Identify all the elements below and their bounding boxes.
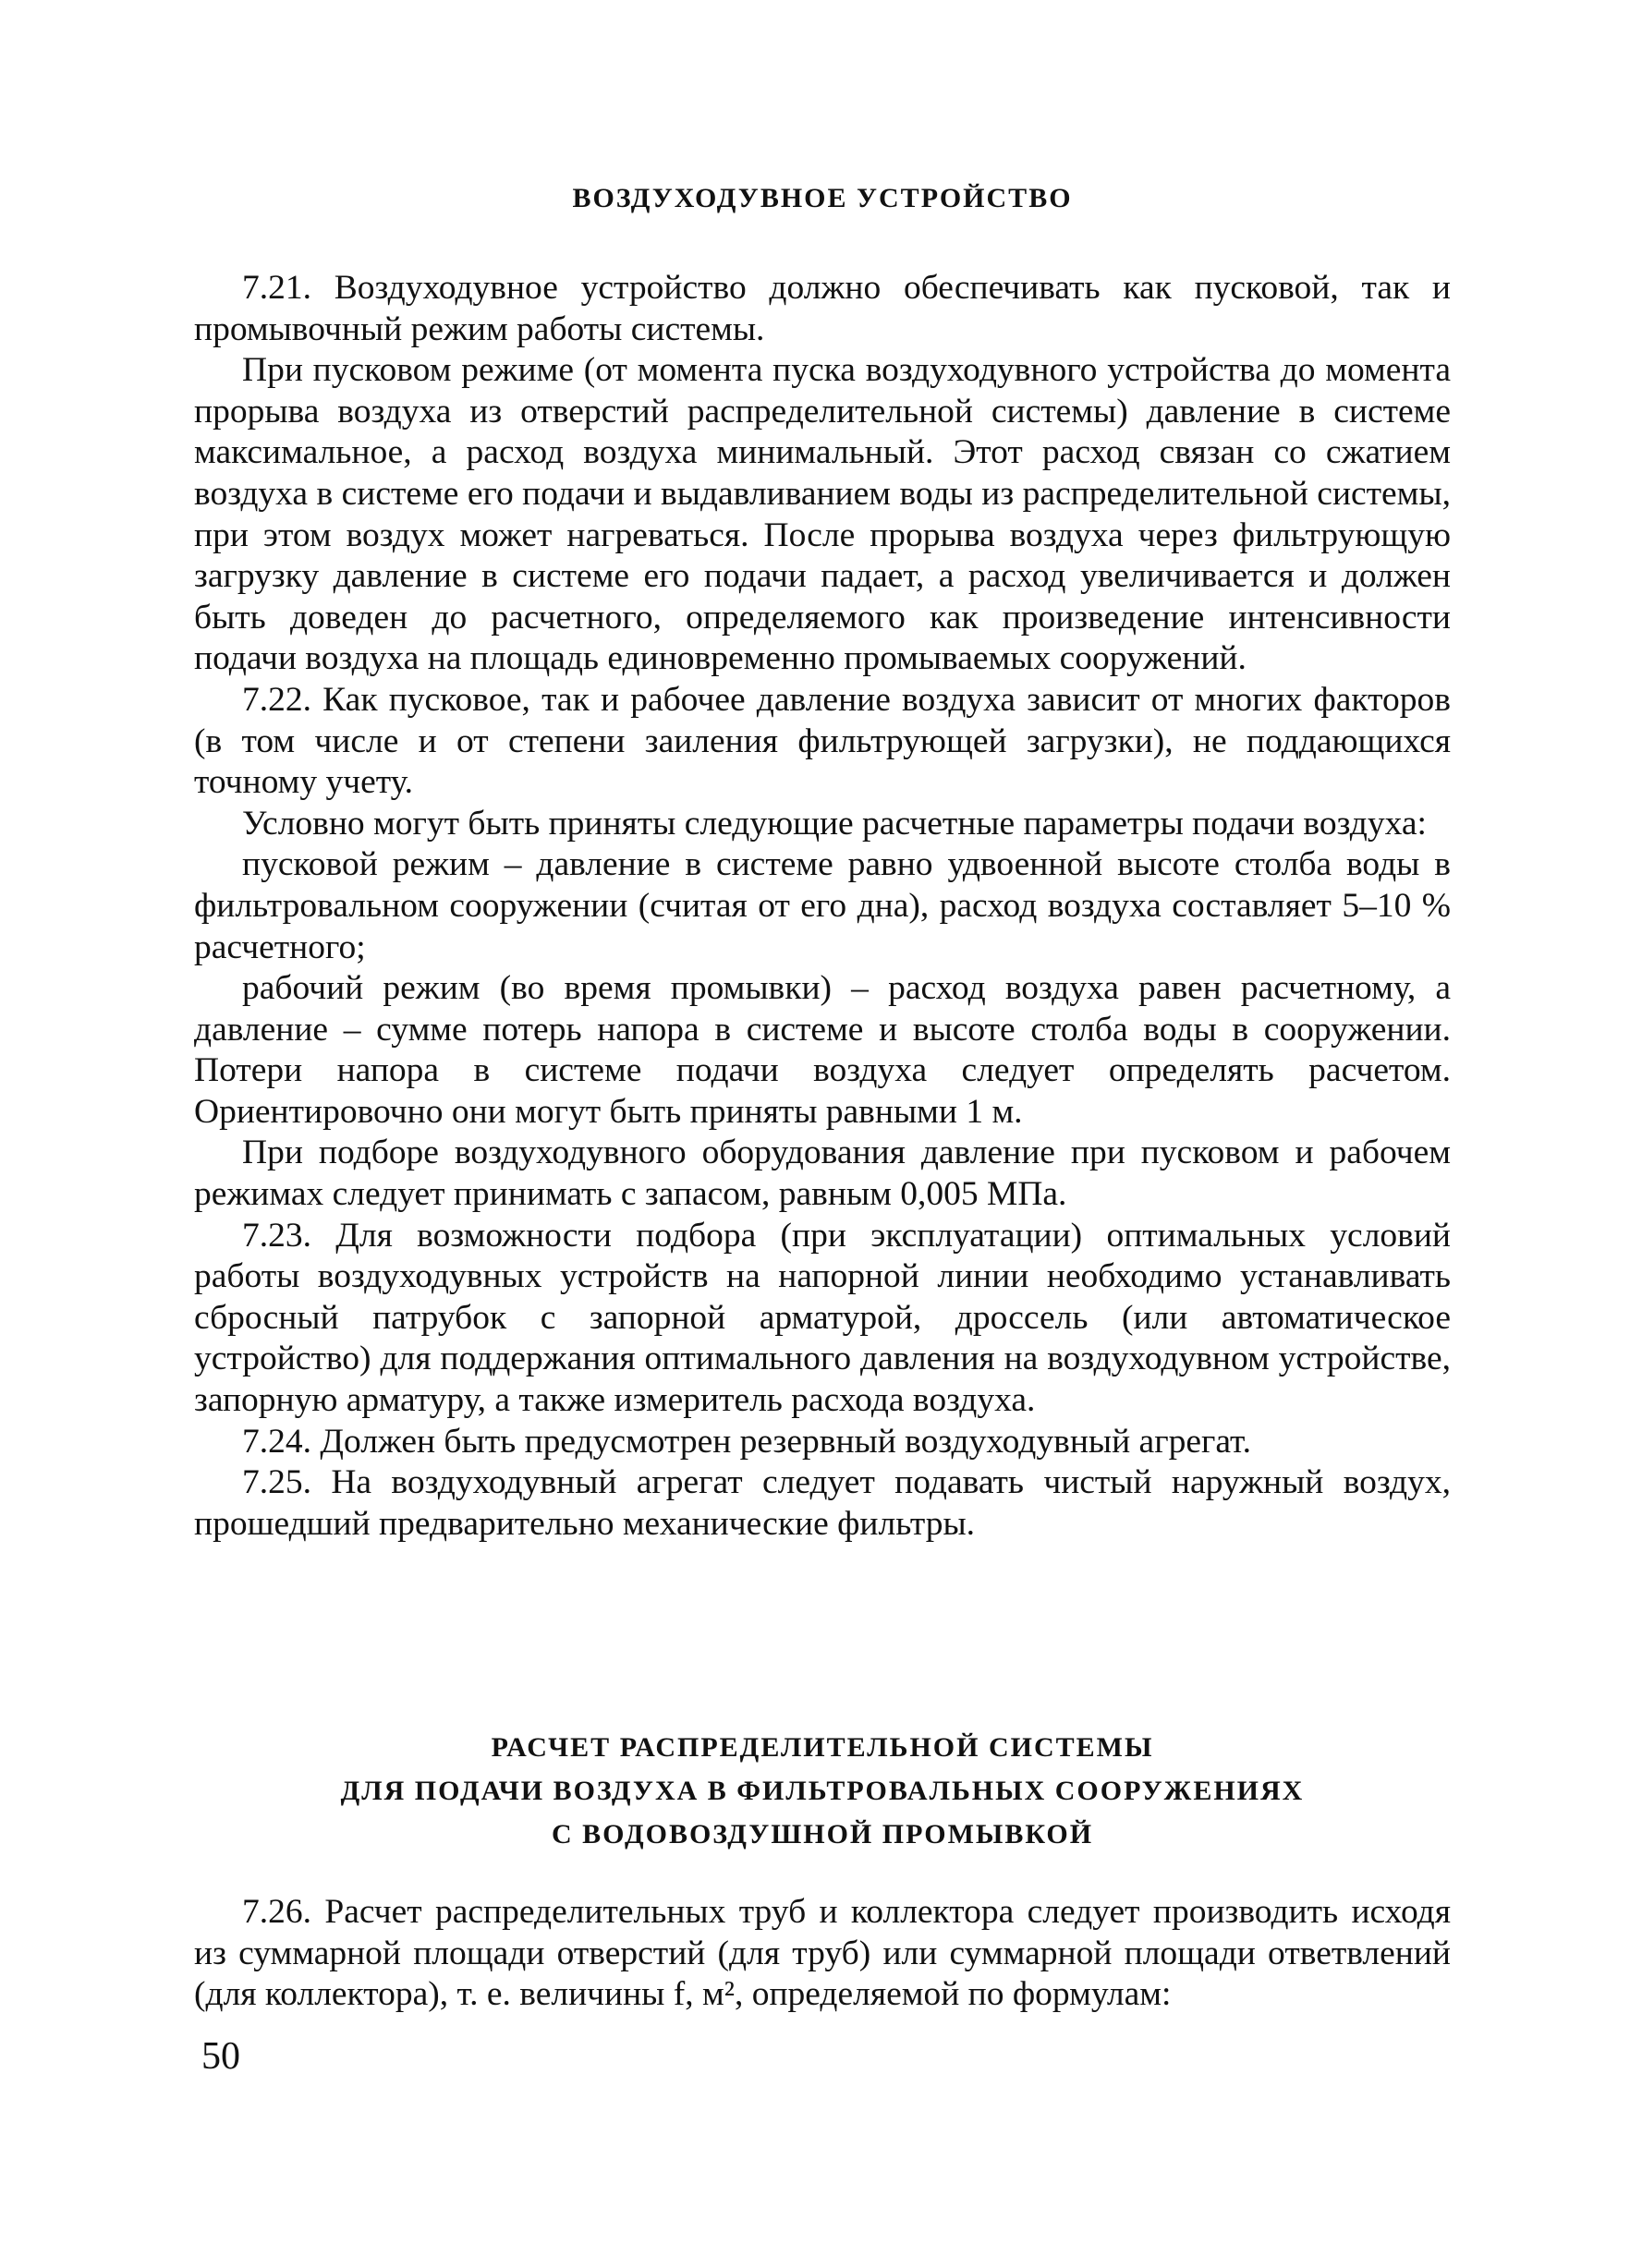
paragraph-working-params: рабочий режим (во время промывки) – расход воздуха равен расчетному, а давление – сумме потерь напора в системе и высоте столба воды в сооружении. Потери напора в системе подачи воздуха следует определять расчетом. Ориентировочно они могут быть приняты равными 1 м.: [194, 969, 1451, 1131]
subsection-heading-line-1: РАСЧЕТ РАСПРЕДЕЛИТЕЛЬНОЙ СИСТЕМЫ: [491, 1732, 1154, 1763]
paragraph-7-25: 7.25. На воздуходувный агрегат следует подавать чистый наружный воздух, прошедший предварительно механические фильтры.: [194, 1463, 1451, 1543]
subsection-body: [194, 1892, 1451, 2016]
paragraph-7-22: 7.22. Как пусковое, так и рабочее давление воздуха зависит от многих факторов (в том числе и от степени заиления фильтрующей загрузки), не поддающихся точному учету.: [194, 680, 1451, 802]
subsection-heading-line-2: ДЛЯ ПОДАЧИ ВОЗДУХА В ФИЛЬТРОВАЛЬНЫХ СООРУЖЕНИЯХ: [340, 1776, 1305, 1806]
section-heading: ВОЗДУХОДУВНОЕ УСТРОЙСТВО: [572, 183, 1073, 213]
paragraph-7-21: 7.21. Воздуходувное устройство должно обеспечивать как пусковой, так и промывочный режим работы системы.: [194, 269, 1451, 348]
section-body: [194, 268, 1451, 1545]
paragraph-startup-mode: При пусковом режиме (от момента пуска воздуходувного устройства до момента прорыва воздуха из отверстий распределительной системы) давление в системе максимальное, а расход воздуха минимальный. Этот расход связан со сжатием воздуха в системе его подачи и выдавливанием воды из распределительной системы, при этом воздух может нагреваться. После прорыва воздуха через фильтрующую загрузку давление в системе его подачи падает, а расход увеличивается и должен быть доведен до расчетного, определяемого как произведение интенсивности подачи воздуха на площадь единовременно промываемых сооружений.: [194, 351, 1451, 678]
subsection-heading-line-3: С ВОДОВОЗДУШНОЙ ПРОМЫВКОЙ: [551, 1819, 1094, 1850]
paragraph-7-24: 7.24. Должен быть предусмотрен резервный воздуходувный агрегат.: [242, 1422, 1251, 1461]
paragraph-7-26: 7.26. Расчет распределительных труб и коллектора следует производить исходя из суммарной площади отверстий (для труб) или суммарной площади ответвлений (для коллектора), т. е. величины f, м², определяемой по формулам:: [194, 1893, 1451, 2014]
paragraph-startup-params: пусковой режим – давление в системе равно удвоенной высоте столба воды в фильтровальном сооружении (считая от его дна), расход воздуха составляет 5–10 % расчетного;: [194, 845, 1451, 966]
page-number: 50: [201, 2035, 240, 2078]
paragraph-7-23: 7.23. Для возможности подбора (при эксплуатации) оптимальных условий работы воздуходувных устройств на напорной линии необходимо устанавливать сбросный патрубок с запорной арматурой, дроссель (или автоматическое устройство) для поддержания оптимального давления на воздуходувном устройстве, запорную арматуру, а также измеритель расхода воздуха.: [194, 1216, 1451, 1420]
paragraph-equipment-selection: При подборе воздуходувного оборудования давление при пусковом и рабочем режимах следует принимать с запасом, равным 0,005 МПа.: [194, 1134, 1451, 1214]
subsection-heading: [194, 1726, 1451, 1856]
paragraph-conditional-params: Условно могут быть приняты следующие расчетные параметры подачи воздуха:: [242, 804, 1427, 843]
